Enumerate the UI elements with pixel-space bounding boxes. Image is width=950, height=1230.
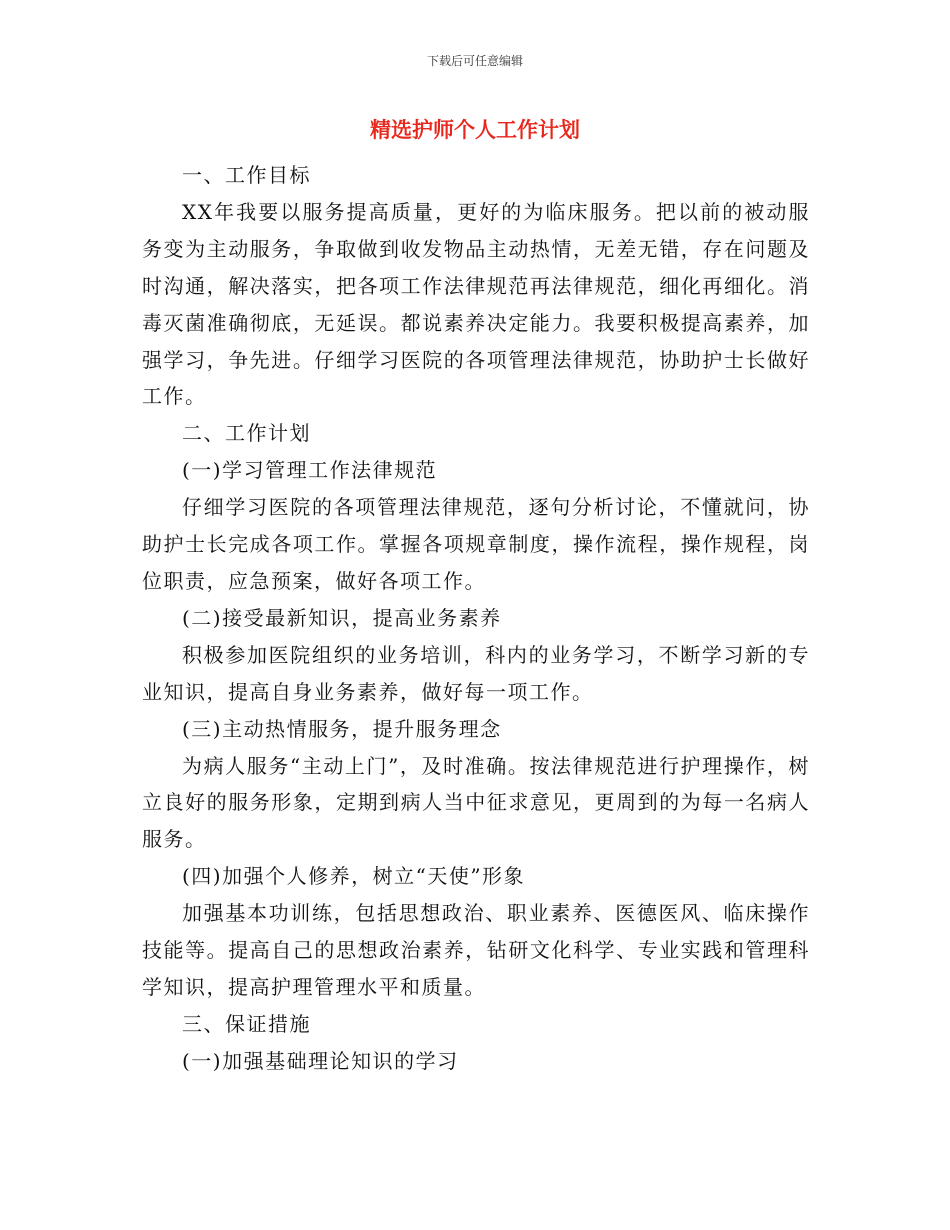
header-note: 下载后可任意编辑 [426,54,523,68]
paragraph-plan-3: 为病人服务“主动上门”，及时准确。按法律规范进行护理操作，树立良好的服务形象，定期到病人当中征求意见，更周到的为每一名病人服务。 [142,753,810,852]
section-heading-plan: 二、工作计划 [182,421,311,446]
subheading-plan-2: (二)接受最新知识，提高业务素养 [182,605,502,630]
document-body [142,157,810,1080]
paragraph-plan-4: 加强基本功训练，包括思想政治、职业素养、医德医风、临床操作技能等。提高自己的思想政治素养，钻研文化科学、专业实践和管理科学知识，提高护理管理水平和质量。 [142,901,810,999]
subheading-plan-4: (四)加强个人修养，树立“天使”形象 [182,864,526,889]
section-heading-measures: 三、保证措施 [182,1011,311,1036]
section-heading-goals: 一、工作目标 [182,163,311,187]
paragraph-goals: XX年我要以服务提高质量，更好的为临床服务。把以前的被动服务变为主动服务，争取做到收发物品主动热情，无差无错，存在问题及时沟通，解决落实，把各项工作法律规范再法律规范，细化再细化。消毒灭菌准确彻底，无延误。都说素养决定能力。我要积极提高素养，加强学习，争先进。仔细学习医院的各项管理法律规范，协助护士长做好工作。 [142,199,810,409]
paragraph-plan-2: 积极参加医院组织的业务培训，科内的业务学习，不断学习新的专业知识，提高自身业务素养，做好每一项工作。 [142,642,810,704]
subheading-plan-1: (一)学习管理工作法律规范 [182,458,438,483]
subheading-plan-3: (三)主动热情服务，提升服务理念 [182,716,502,741]
subheading-measures-1: (一)加强基础理论知识的学习 [182,1048,459,1073]
document-title: 精选护师个人工作计划 [370,118,580,142]
paragraph-plan-1: 仔细学习医院的各项管理法律规范，逐句分析讨论，不懂就问，协助护士长完成各项工作。掌握各项规章制度，操作流程，操作规程，岗位职责，应急预案，做好各项工作。 [142,495,810,593]
